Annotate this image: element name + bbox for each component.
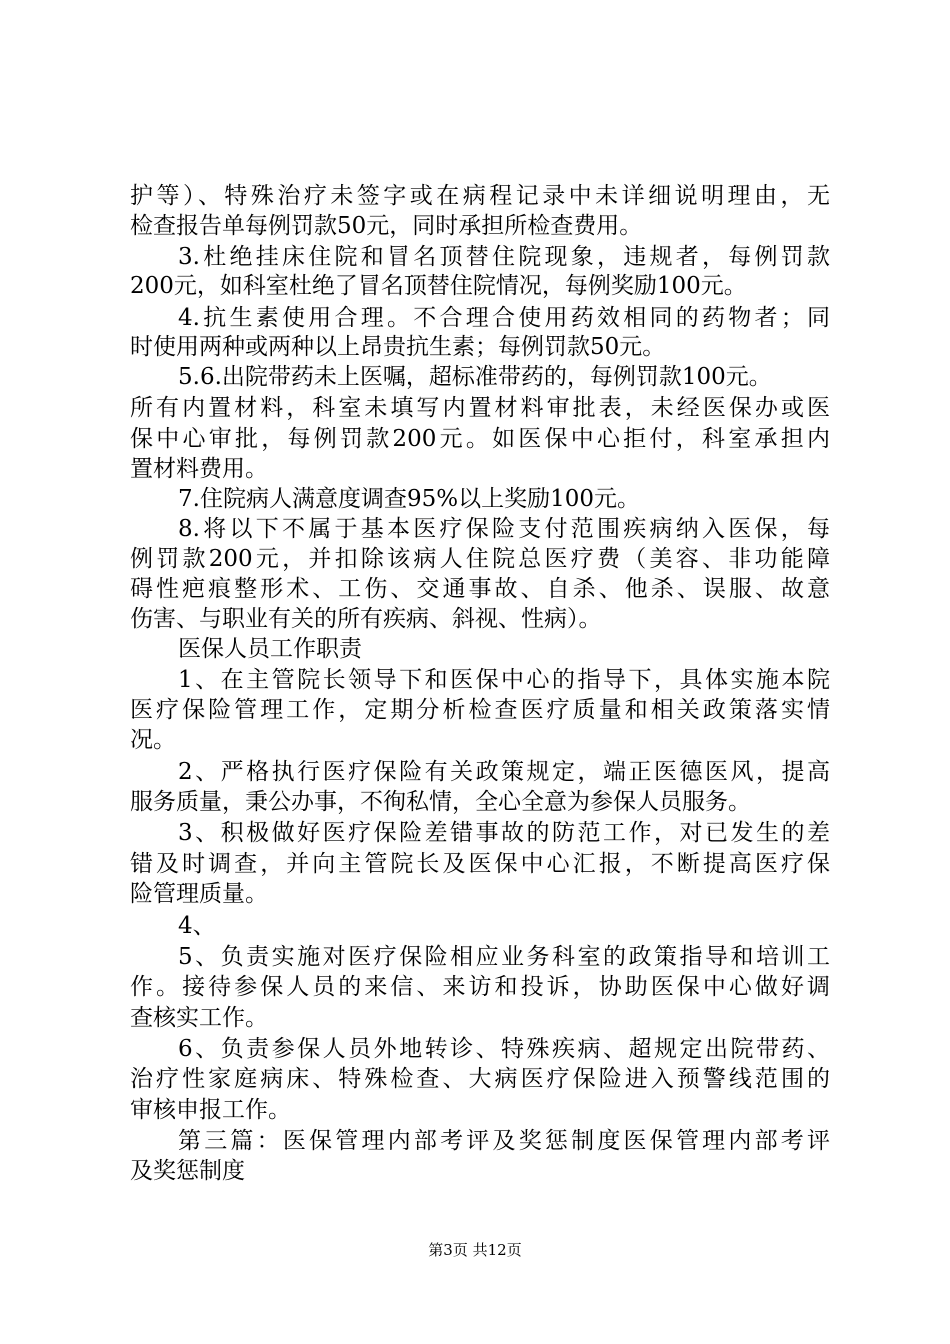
body-line: 错及时调查，并向主管院长及医保中心汇报，不断提高医疗保 [130,851,830,877]
body-line: 8.将以下不属于基本医疗保险支付范围疾病纳入医保，每 [178,516,830,542]
body-line: 护等）、特殊治疗未签字或在病程记录中未详细说明理由，无 [130,183,830,209]
body-line: 保中心审批，每例罚款200元。如医保中心拒付，科室承担内 [130,426,830,452]
body-line: 1、在主管院长领导下和医保中心的指导下，具体实施本院 [178,667,830,693]
body-line: 作。接待参保人员的来信、来访和投诉，协助医保中心做好调 [130,974,830,1000]
section-heading: 第三篇：医保管理内部考评及奖惩制度医保管理内部考评 [178,1128,830,1154]
body-line: 碍性疤痕整形术、工伤、交通事故、自杀、他杀、误服、故意 [130,576,830,602]
section-heading: 医保人员工作职责 [178,636,362,662]
body-line: 6、负责参保人员外地转诊、特殊疾病、超规定出院带药、 [178,1036,830,1062]
body-line: 审核申报工作。 [130,1097,291,1123]
body-line: 况。 [130,727,176,753]
body-line: 检查报告单每例罚款50元，同时承担所检查费用。 [130,213,643,239]
body-line: 7.住院病人满意度调查95%以上奖励100元。 [178,486,640,512]
page-footer: 第3页 共12页 [428,1241,522,1259]
body-line: 险管理质量。 [130,881,268,907]
body-line: 5、负责实施对医疗保险相应业务科室的政策指导和培训工 [178,944,830,970]
body-line: 置材料费用。 [130,456,268,482]
body-line: 例罚款200元，并扣除该病人住院总医疗费（美容、非功能障 [130,546,830,572]
body-line: 治疗性家庭病床、特殊检查、大病医疗保险进入预警线范围的 [130,1066,830,1092]
body-line: 服务质量，秉公办事，不徇私情，全心全意为参保人员服务。 [130,789,751,815]
body-line: 2、严格执行医疗保险有关政策规定，端正医德医风，提高 [178,759,830,785]
body-line: 3、积极做好医疗保险差错事故的防范工作，对已发生的差 [178,820,830,846]
body-line: 查核实工作。 [130,1005,268,1031]
section-heading: 及奖惩制度 [130,1158,245,1184]
body-line: 200元，如科室杜绝了冒名顶替住院情况，每例奖励100元。 [130,273,747,299]
body-line: 时使用两种或两种以上昂贵抗生素；每例罚款50元。 [130,334,666,360]
body-line: 4、 [178,913,216,939]
body-line: 4.抗生素使用合理。不合理合使用药效相同的药物者；同 [178,305,830,331]
body-line: 5.6.出院带药未上医嘱，超标准带药的，每例罚款100元。 [178,364,772,390]
body-line: 伤害、与职业有关的所有疾病、斜视、性病）。 [130,606,602,632]
body-line: 3.杜绝挂床住院和冒名顶替住院现象，违规者，每例罚款 [178,244,830,270]
body-line: 所有内置材料，科室未填写内置材料审批表，未经医保办或医 [130,395,830,421]
body-line: 医疗保险管理工作，定期分析检查医疗质量和相关政策落实情 [130,697,830,723]
